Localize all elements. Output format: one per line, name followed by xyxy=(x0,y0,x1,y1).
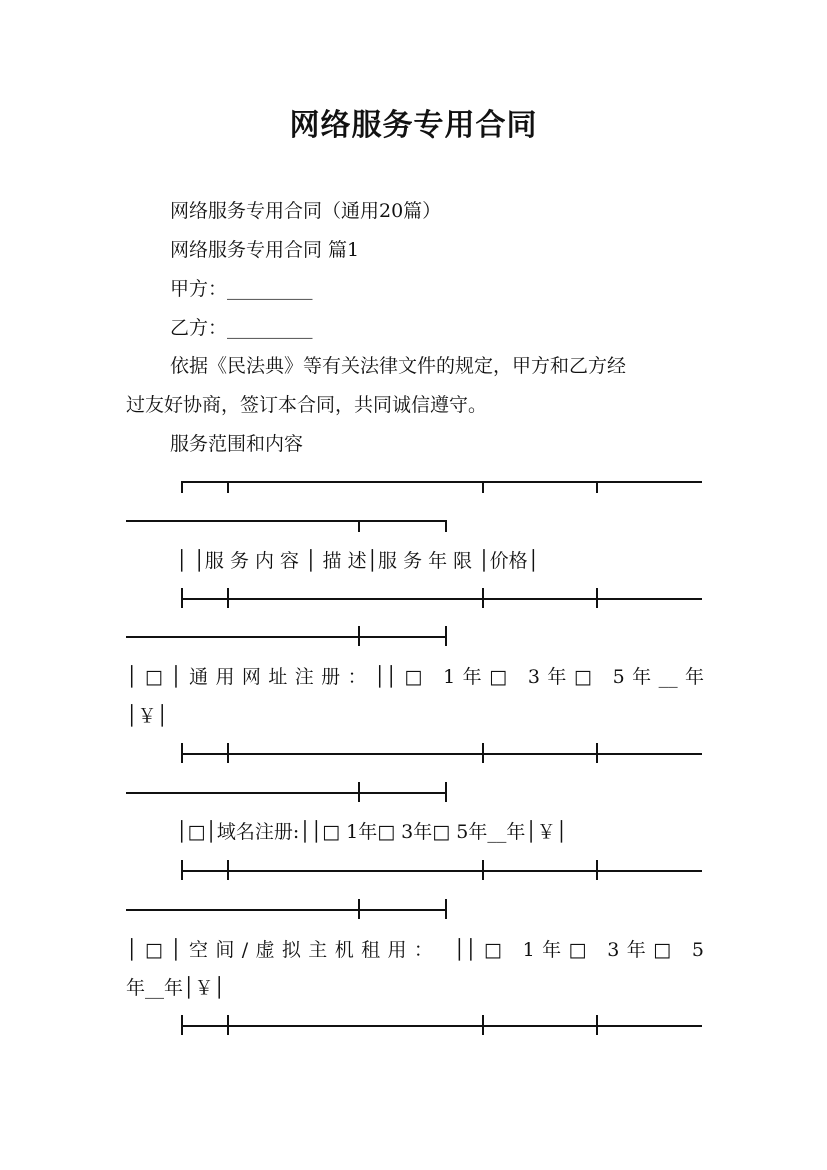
table-junction xyxy=(358,626,360,646)
table-junction xyxy=(358,782,360,802)
table-divider xyxy=(358,520,360,532)
table-junction xyxy=(227,1015,229,1035)
table-separator xyxy=(181,870,702,872)
table-divider xyxy=(596,481,598,493)
table-junction xyxy=(227,860,229,880)
table-junction xyxy=(181,588,183,608)
table-junction xyxy=(445,626,447,646)
table-junction xyxy=(227,588,229,608)
table-header-row: │ │服 务 内 容 │ 描 述│服 务 年 限 │价格│ xyxy=(176,550,540,572)
table-junction xyxy=(445,782,447,802)
table-junction xyxy=(227,743,229,763)
table-junction xyxy=(358,899,360,919)
party-a-line: 甲方：_________ xyxy=(170,278,313,300)
table-junction xyxy=(181,743,183,763)
table-junction xyxy=(181,860,183,880)
table-separator-wrap xyxy=(126,636,446,638)
table-junction xyxy=(596,743,598,763)
table-junction xyxy=(482,588,484,608)
table-top-border xyxy=(181,481,702,483)
table-row-virtual-host-rental: │□│空间/虚拟主机租用： ││□ 1年□ 3年□ 5 xyxy=(126,939,704,961)
table-junction xyxy=(596,1015,598,1035)
table-row-virtual-host-rental-price: 年__年│￥│ xyxy=(126,977,225,999)
table-divider xyxy=(227,481,229,493)
table-row-domain-registration: │□│域名注册:││□ 1年□ 3年□ 5年__年│￥│ xyxy=(176,821,568,843)
subtitle: 网络服务专用合同（通用20篇） xyxy=(170,200,442,222)
table-row-url-registration-price: │￥│ xyxy=(126,705,168,727)
party-b-line: 乙方：_________ xyxy=(170,317,313,339)
table-junction xyxy=(596,860,598,880)
table-corner xyxy=(445,520,447,532)
table-separator xyxy=(181,1025,702,1027)
table-junction xyxy=(482,1015,484,1035)
table-top-border-wrap xyxy=(126,520,446,522)
scope-heading: 服务范围和内容 xyxy=(170,433,304,455)
table-junction xyxy=(482,860,484,880)
table-separator-wrap xyxy=(126,909,446,911)
table-junction xyxy=(596,588,598,608)
table-separator-wrap xyxy=(126,792,446,794)
section-heading: 网络服务专用合同 篇1 xyxy=(170,239,360,261)
table-row-url-registration: │□│通用网址注册：││□ 1年□ 3年□ 5年__年 xyxy=(126,666,704,688)
intro-paragraph-line1: 依据《民法典》等有关法律文件的规定，甲方和乙方经 xyxy=(170,355,627,377)
table-divider xyxy=(482,481,484,493)
table-junction xyxy=(445,899,447,919)
intro-paragraph-line2: 过友好协商，签订本合同，共同诚信遵守。 xyxy=(126,394,488,416)
table-corner xyxy=(181,481,183,493)
table-junction xyxy=(482,743,484,763)
document-title: 网络服务专用合同 xyxy=(289,108,538,143)
table-separator xyxy=(181,598,702,600)
table-separator xyxy=(181,753,702,755)
table-junction xyxy=(181,1015,183,1035)
